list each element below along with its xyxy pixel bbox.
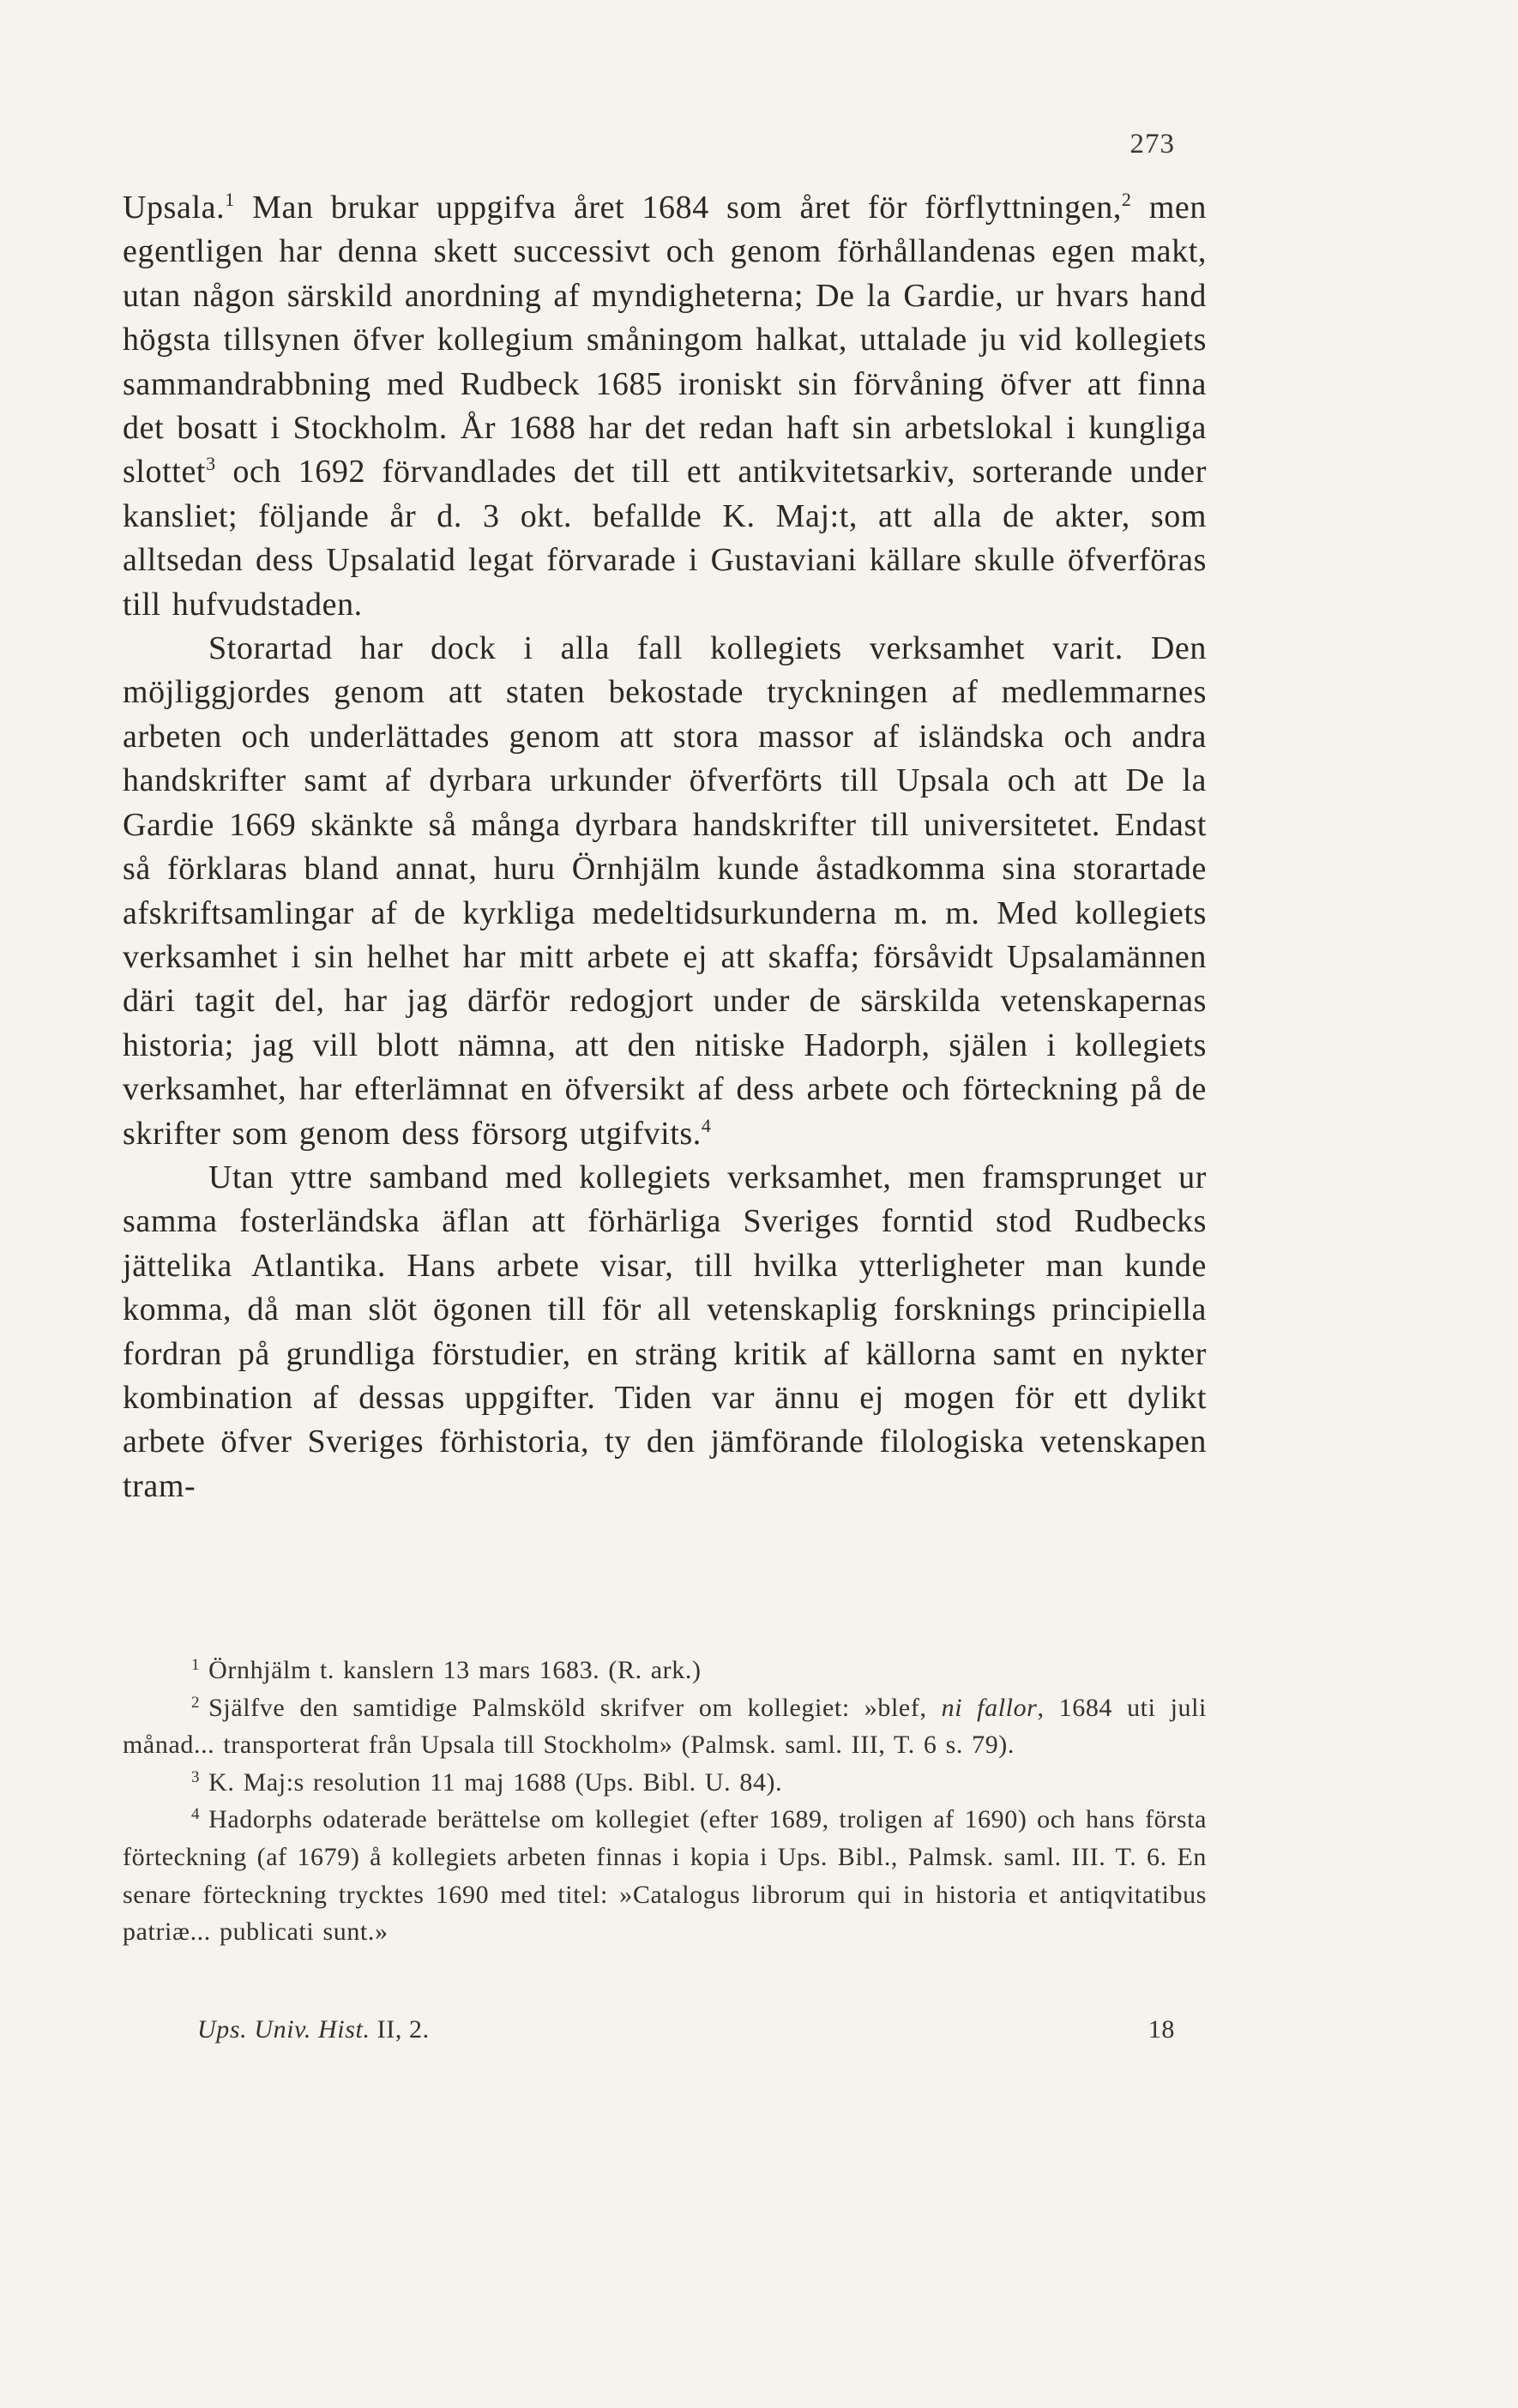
footnote-2 <box>123 1689 1207 1764</box>
footnote-2-text-b: , 1684 uti juli månad... transporterat från Upsala till Stockholm» (Palmsk. saml. III, T. 6 s. 79). <box>123 1693 1207 1760</box>
sheet-number: 18 <box>1148 2015 1175 2044</box>
paragraph-1-text-a: Upsala. <box>123 190 226 226</box>
paragraph-2 <box>123 627 1207 1156</box>
footnote-1-text: Örnhjälm t. kanslern 13 mars 1683. (R. ark.) <box>208 1656 702 1684</box>
footnote-2-mark: 2 <box>191 1693 201 1712</box>
paragraph-1-text-c: men egentligen har denna skett successivt och genom förhållandenas egen makt, utan någon särskild anordning af myndigheterna; De la Gardie, ur hvars hand högsta tillsynen öfver kollegium småningom halkat, uttalade ju vid kollegiets sammandrabbning med Rudbeck 1685 ironiskt sin förvåning öfver att finna det bosatt i Stockholm. År 1688 har det redan haft sin arbetslokal i kungliga slottet <box>123 190 1207 491</box>
paragraph-3-text: Utan yttre samband med kollegiets verksamhet, men framsprunget ur samma fosterländska äflan att förhärliga Sveriges forntid stod Rudbecks jättelika Atlantika. Hans arbete visar, till hvilka ytterligheter man kunde komma, då man slöt ögonen till för all vetenskaplig forsknings principiella fordran på grundliga förstudier, en sträng kritik af källorna samt en nykter kombination af dessas uppgifter. Tiden var ännu ej mogen för ett dylikt arbete öfver Sveriges förhistoria, ty den jämförande filologiska vetenskapen tram- <box>123 1159 1207 1504</box>
footnote-2-text-a: Själfve den samtidige Palmsköld skrifver om kollegiet: »blef, <box>208 1693 942 1722</box>
signature-title: Ups. Univ. Hist. <box>197 2015 370 2044</box>
printer-signature <box>197 2015 1175 2044</box>
footnote-1 <box>123 1652 1207 1689</box>
footnote-3 <box>123 1764 1207 1802</box>
footnote-ref-3: 3 <box>206 453 216 475</box>
paragraph-1-text-b: Man brukar uppgifva året 1684 som året för förflyttningen, <box>234 190 1122 226</box>
footnote-4-mark: 4 <box>191 1805 201 1824</box>
footnote-3-mark: 3 <box>191 1767 201 1786</box>
footnote-ref-2: 2 <box>1121 189 1132 210</box>
footnotes <box>123 1652 1207 1951</box>
footnote-1-mark: 1 <box>191 1656 201 1674</box>
footnote-4 <box>123 1801 1207 1950</box>
footnote-3-text: K. Maj:s resolution 11 maj 1688 (Ups. Bibl. U. 84). <box>208 1767 783 1797</box>
footnote-ref-4: 4 <box>701 1114 712 1136</box>
paragraph-1-text-d: och 1692 förvandlades det till ett antikvitetsarkiv, sorterande under kansliet; följande år d. 3 okt. befallde K. Maj:t, att alla de akter, som alltsedan dess Upsalatid legat förvarade i Gustaviani källare skulle öfverföras till hufvudstaden. <box>123 454 1207 623</box>
paragraph-2-text: Storartad har dock i alla fall kollegiets verksamhet varit. Den möjliggjordes genom att staten bekostade tryckningen af medlemmarnes arbeten och underlättades genom att stora massor af isländska och andra handskrifter samt af dyrbara urkunder öfverförts till Upsala och att De la Gardie 1669 skänkte så många dyrbara handskrifter till universitetet. Endast så förklaras bland annat, huru Örnhjälm kunde åstadkomma sina storartade afskriftsamlingar af de kyrkliga medeltidsurkunderna m. m. Med kollegiets verksamhet i sin helhet har mitt arbete ej att skaffa; försåvidt Upsalamännen däri tagit del, har jag därför redogjort under de särskilda vetenskapernas historia; jag vill blott nämna, att den nitiske Hadorph, själen i kollegiets verksamhet, har efterlämnat en öfversikt af dess arbete och förteckning på de skrifter som genom dess försorg utgifvits. <box>123 630 1207 1152</box>
signature-volume: II, 2. <box>370 2015 430 2044</box>
paragraph-1 <box>123 186 1207 627</box>
footnote-4-text: Hadorphs odaterade berättelse om kollegiet (efter 1689, troligen af 1690) och hans första förteckning (af 1679) å kollegiets arbeten finnas i kopia i Ups. Bibl., Palmsk. saml. III. T. 6. En senare förteckning trycktes 1690 med titel: »Catalogus librorum qui in historia et antiqvitatibus patriæ... publicati sunt.» <box>123 1805 1207 1947</box>
main-text <box>123 186 1207 1508</box>
footnote-2-italic: ni fallor <box>941 1693 1038 1722</box>
footnote-ref-1: 1 <box>225 189 235 210</box>
paragraph-3 <box>123 1156 1207 1508</box>
page-number: 273 <box>1129 129 1175 160</box>
